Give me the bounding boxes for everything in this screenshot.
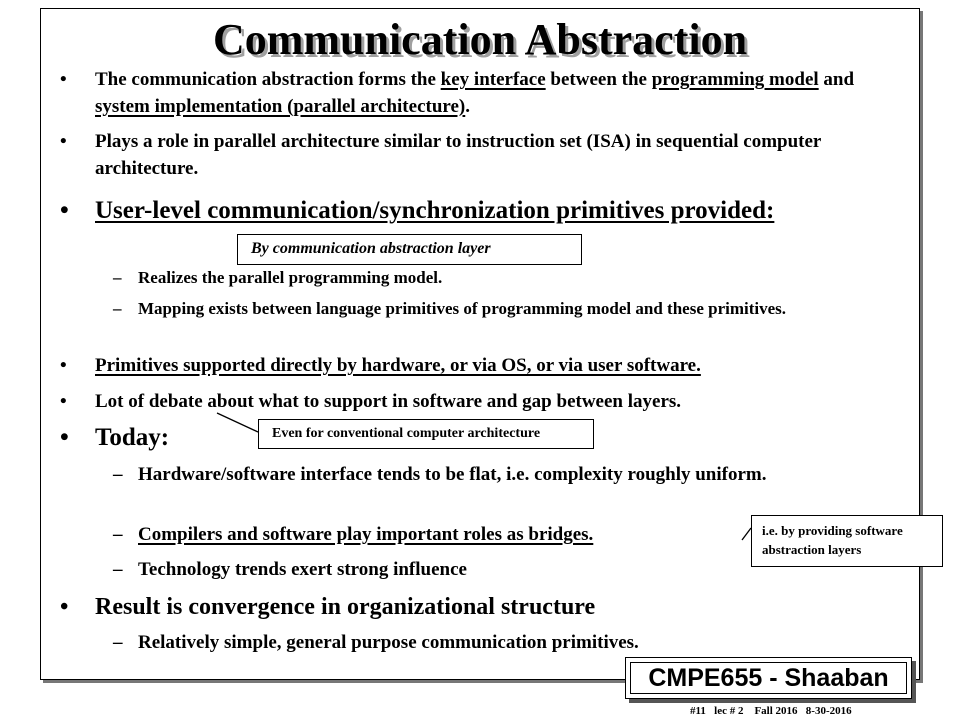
subbullet-interface-flat: Hardware/software interface tends to be flat, i.e. complexity roughly uniform. <box>138 464 767 485</box>
underlined-term: system implementation (parallel architecture) <box>95 96 466 117</box>
subbullet-mapping-exists: Mapping exists between language primitives of programming model and these primitives. <box>138 299 787 318</box>
bullet-marker: • <box>60 69 67 90</box>
subbullet-compilers-bridges: Compilers and software play important roles as bridges. <box>138 524 594 545</box>
footer-lecture-note: #11 lec # 2 Fall 2016 8-30-2016 <box>690 705 852 717</box>
bullet-marker: • <box>60 594 69 620</box>
leader-line-software-layers <box>742 528 751 540</box>
bullet-result-convergence: Result is convergence in organizational structure <box>95 594 596 620</box>
bullet-user-level-primitives: User-level communication/synchronization primitives provided: <box>95 197 775 224</box>
bullet-marker: • <box>60 424 69 451</box>
course-footer-inner-frame <box>630 662 907 694</box>
course-footer-label: CMPE655 - Shaaban <box>648 664 889 692</box>
bullet-isa-role: Plays a role in parallel architecture similar to instruction set (ISA) in sequential computer architecture. <box>95 131 821 179</box>
subbullet-realizes-model: Realizes the parallel programming model. <box>138 268 443 287</box>
leader-line-conventional <box>217 413 258 432</box>
dash-marker: – <box>113 524 123 545</box>
bullet-debate: Lot of debate about what to support in software and gap between layers. <box>95 391 682 412</box>
bullet-marker: • <box>60 355 67 376</box>
dash-marker: – <box>113 464 123 485</box>
dash-marker: – <box>113 268 122 287</box>
subbullet-technology-trends: Technology trends exert strong influence <box>138 559 467 580</box>
subbullet-simple-primitives: Relatively simple, general purpose communication primitives. <box>138 632 639 653</box>
bullet-key-interface: The communication abstraction forms the key interface between the programming model and system implementation (parallel architecture). <box>95 69 855 117</box>
bullet-today: Today: <box>95 424 170 451</box>
bullet-marker: • <box>60 391 67 412</box>
course-footer-box <box>625 657 912 699</box>
callout-abstraction-layer: By communication abstraction layer <box>237 234 582 265</box>
dash-marker: – <box>113 299 122 318</box>
bullet-marker: • <box>60 131 67 152</box>
underlined-term: programming model <box>651 69 819 90</box>
bullet-primitives-supported: Primitives supported directly by hardware, or via OS, or via user software. <box>95 355 701 376</box>
callout-software-layers: i.e. by providing software abstraction layers <box>751 515 943 567</box>
dash-marker: – <box>113 559 123 580</box>
dash-marker: – <box>113 632 123 653</box>
bullet-marker: • <box>60 197 69 224</box>
underlined-term: key interface <box>440 69 546 90</box>
slide-title: Communication Abstraction <box>212 15 748 64</box>
callout-conventional-architecture: Even for conventional computer architecture <box>258 419 594 449</box>
